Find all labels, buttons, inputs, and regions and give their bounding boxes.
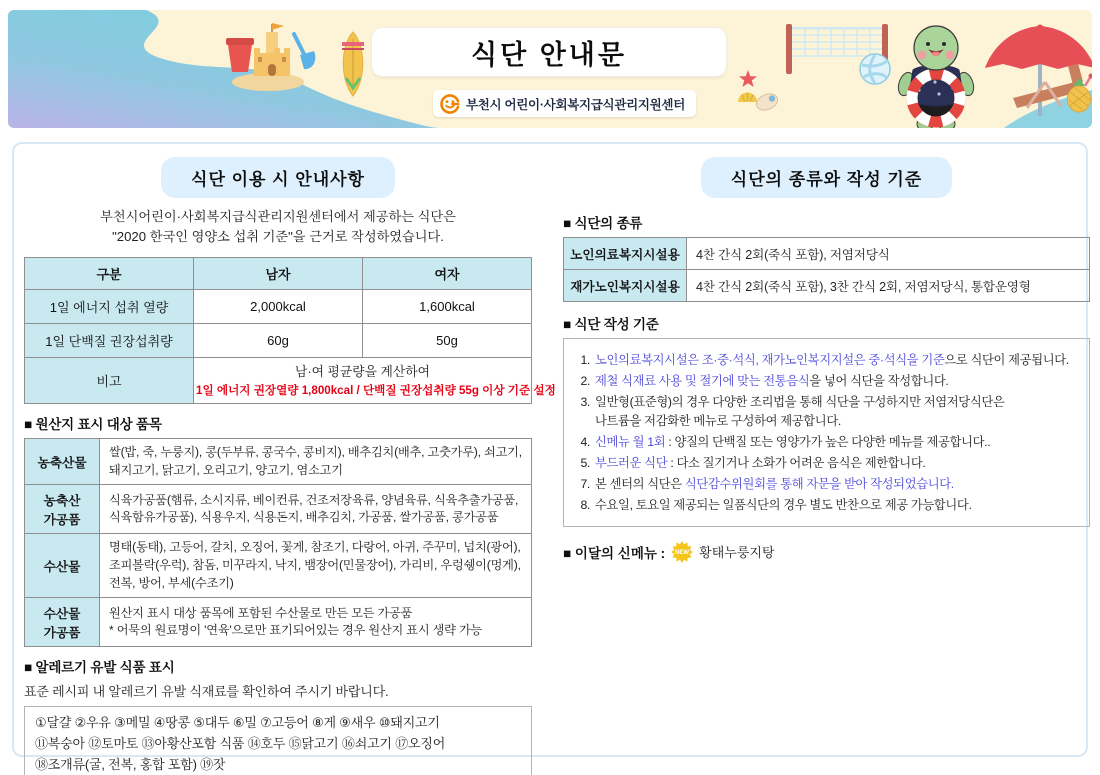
criteria-segment: 본 센터의 식단은 [595, 477, 685, 492]
nutrition-header-cell: 여자 [363, 257, 532, 289]
criteria-text [595, 351, 1081, 369]
org-smiley-logo-icon [439, 93, 461, 115]
banner-title-box [372, 28, 726, 76]
criteria-segment: : 양질의 단백질 또는 영양가가 높은 다양한 메뉴를 제공합니다.. [665, 434, 991, 449]
menu-type-value: 4찬 간식 2회(죽식 포함), 저염저당식 [687, 238, 1090, 270]
criteria-number: 8. [580, 498, 590, 513]
criteria-number: 3. [580, 395, 590, 410]
criteria-number: 1. [580, 353, 590, 367]
criteria-text [595, 496, 1081, 514]
nutrition-value-female: 50g [363, 323, 532, 357]
origin-table [24, 438, 532, 647]
criteria-item [572, 372, 1081, 390]
criteria-list-box [563, 338, 1090, 527]
note-plain-line: 남·여 평균량을 계산하여 [295, 363, 430, 379]
criteria-highlight: 신메뉴 월 1회 [595, 434, 666, 449]
origin-item-line: 원산지 표시 대상 품목에 포함된 수산물로 만든 모든 가공품 [109, 605, 413, 620]
criteria-item [572, 351, 1081, 369]
criteria-highlight: 노인의료복지시설은 조·중·석식, 재가노인복지지설은 중·석식을 기준 [595, 353, 945, 367]
nutrition-note-label: 비고 [25, 357, 194, 403]
criteria-number: 2. [580, 374, 590, 389]
criteria-segment: 으로 식단이 제공됩니다. [944, 353, 1069, 367]
intro-line-1: 부천시어린이·사회복지급식관리지원센터에서 제공하는 식단은 [100, 209, 456, 224]
right-column [563, 144, 1090, 563]
intro-text [24, 207, 532, 248]
left-column [24, 144, 556, 775]
table-row [25, 485, 532, 534]
nutrition-value-male: 60g [194, 323, 363, 357]
note-red-line: 1일 에너지 권장열량 1,800kcal / 단백질 권장섭취량 55g 이상 기준 설정 [196, 383, 556, 397]
allergy-line: ⑱조개류(굴, 전복, 홍합 포함) ⑲잣 [35, 756, 226, 772]
new-menu-row [563, 541, 1090, 563]
origin-category-line: 가공품 [43, 626, 81, 641]
origin-category [25, 598, 100, 647]
nutrition-header-cell: 남자 [194, 257, 363, 289]
table-row [25, 598, 532, 647]
criteria-text [595, 475, 1081, 493]
new-badge-icon [671, 541, 693, 563]
banner [8, 10, 1092, 128]
allergy-list-box [24, 706, 532, 775]
intro-line-2: "2020 한국인 영양소 섭취 기준"을 근거로 작성하였습니다. [112, 229, 444, 245]
origin-category-line: 수산물 [43, 607, 81, 622]
criteria-number: 7. [580, 477, 590, 492]
criteria-segment: 수요일, 토요일 제공되는 일품식단의 경우 별도 반찬으로 제공 가능합니다. [595, 498, 972, 513]
nutrition-row-label: 1일 단백질 권장섭취량 [25, 323, 194, 357]
table-row [25, 357, 532, 403]
table-row [25, 534, 532, 598]
origin-item-line: 식육가공품(햄류, 소시지류, 베이컨류, 건조저장육류, 양념육류, 식육추출가공품, 식육함유가공품), 식용우지, 식용돈지, 배추김치, 가공품, 쌀가공품, 콩가공품 [109, 492, 519, 525]
main-panel [12, 142, 1088, 772]
origin-category-line: 가공품 [43, 513, 81, 528]
table-row [25, 257, 532, 289]
allergy-line: ①달걀 ②우유 ③메밀 ④땅콩 ⑤대두 ⑥밀 ⑦고등어 ⑧게 ⑨새우 ⑩돼지고기 [35, 715, 440, 731]
left-section-title: 식단 이용 시 안내사항 [161, 157, 395, 198]
origin-category-line: 농축산 [43, 494, 81, 509]
criteria-highlight: 제철 식재료 사용 및 절기에 맞는 전통음식 [595, 374, 810, 389]
nutrition-table [24, 257, 556, 404]
new-menu-heading: ■ 이달의 신메뉴 : [563, 545, 666, 561]
criteria-segment: 일반형(표준형)의 경우 다양한 조리법을 통해 식단을 구성하지만 저염저당식단은 [595, 395, 1005, 410]
table-row [25, 323, 532, 357]
criteria-segment: 을 넣어 식단을 작성합니다. [809, 374, 949, 389]
menu-type-label: 노인의료복지시설용 [564, 238, 687, 270]
origin-items [100, 438, 532, 484]
origin-item-line: 명태(동태), 고등어, 갈치, 오징어, 꽃게, 참조기, 다랑어, 아귀, 주꾸미, 넙치(광어), 조피볼락(우럭), 참돔, 미꾸라지, 낙지, 뱀장어(민물장어), 가리비, 우렁쉥이(멍게), 전복, 방어, 부세(수조기) [109, 540, 521, 590]
new-menu-name: 황태누룽지탕 [699, 545, 775, 560]
menu-type-label: 재가노인복지시설용 [564, 270, 687, 302]
origin-heading: ■ 원산지 표시 대상 품목 [24, 416, 162, 432]
criteria-item [572, 454, 1081, 472]
origin-items [100, 485, 532, 534]
origin-item-line: * 어묵의 원료명이 '연육'으로만 표기되어있는 경우 원산지 표시 생략 가능 [109, 623, 483, 638]
origin-category-line: 농축산물 [37, 456, 87, 471]
origin-category [25, 438, 100, 484]
menu-type-value: 4찬 간식 2회(죽식 포함), 3찬 간식 2회, 저염저당식, 통합운영형 [687, 270, 1090, 302]
criteria-heading: ■ 식단 작성 기준 [563, 317, 659, 332]
criteria-item [572, 393, 1081, 429]
criteria-item [572, 496, 1081, 514]
page-title: 식단 안내문 [471, 39, 627, 70]
table-row [564, 270, 1090, 302]
criteria-highlight: 식단감수위원회를 통해 자문을 받아 작성되었습니다. [684, 477, 954, 492]
nutrition-header-cell: 구분 [25, 257, 194, 289]
allergy-description: 표준 레시피 내 알레르기 유발 식재료를 확인하여 주시기 바랍니다. [24, 684, 389, 700]
table-row [564, 238, 1090, 270]
criteria-text [595, 433, 1081, 451]
menu-types-heading: ■ 식단의 종류 [563, 216, 643, 231]
right-section-title: 식단의 종류와 작성 기준 [701, 157, 952, 198]
origin-items [100, 598, 532, 647]
criteria-segment: : 다소 질기거나 소화가 어려운 음식은 제한합니다. [667, 455, 926, 470]
origin-items [100, 534, 532, 598]
criteria-item [572, 433, 1081, 451]
volleyball-icon [860, 54, 890, 84]
nutrition-note-cell [194, 357, 556, 403]
criteria-text [595, 372, 1081, 390]
menu-types-table [563, 237, 1090, 302]
allergy-line: ⑪복숭아 ⑫토마토 ⑬아황산포함 식품 ⑭호두 ⑮닭고기 ⑯쇠고기 ⑰오징어 [35, 736, 446, 752]
criteria-text [595, 454, 1081, 472]
criteria-highlight: 부드러운 식단 [595, 455, 668, 470]
table-row [25, 438, 532, 484]
origin-item-line: 쌀(밥, 죽, 누룽지), 콩(두부류, 콩국수, 콩비지), 배추김치(배추, 고춧가루), 쇠고기, 돼지고기, 닭고기, 오리고기, 양고기, 염소고기 [109, 444, 522, 477]
org-badge [433, 90, 696, 117]
origin-category [25, 485, 100, 534]
nutrition-value-female: 1,600kcal [363, 289, 532, 323]
criteria-item [572, 475, 1081, 493]
allergy-heading: ■ 알레르기 유발 식품 표시 [24, 660, 175, 676]
table-row [25, 289, 532, 323]
origin-category [25, 534, 100, 598]
org-badge-label: 부천시 어린이·사회복지급식관리지원센터 [466, 97, 685, 112]
svg-text:NEW: NEW [675, 549, 690, 556]
criteria-number: 5. [580, 455, 590, 470]
criteria-number: 4. [580, 434, 590, 449]
nutrition-row-label: 1일 에너지 섭취 열량 [25, 289, 194, 323]
criteria-text [595, 393, 1081, 429]
criteria-segment: 나트륨을 저감화한 메뉴로 구성하여 제공합니다. [595, 413, 841, 428]
nutrition-value-male: 2,000kcal [194, 289, 363, 323]
origin-category-line: 수산물 [43, 560, 81, 575]
